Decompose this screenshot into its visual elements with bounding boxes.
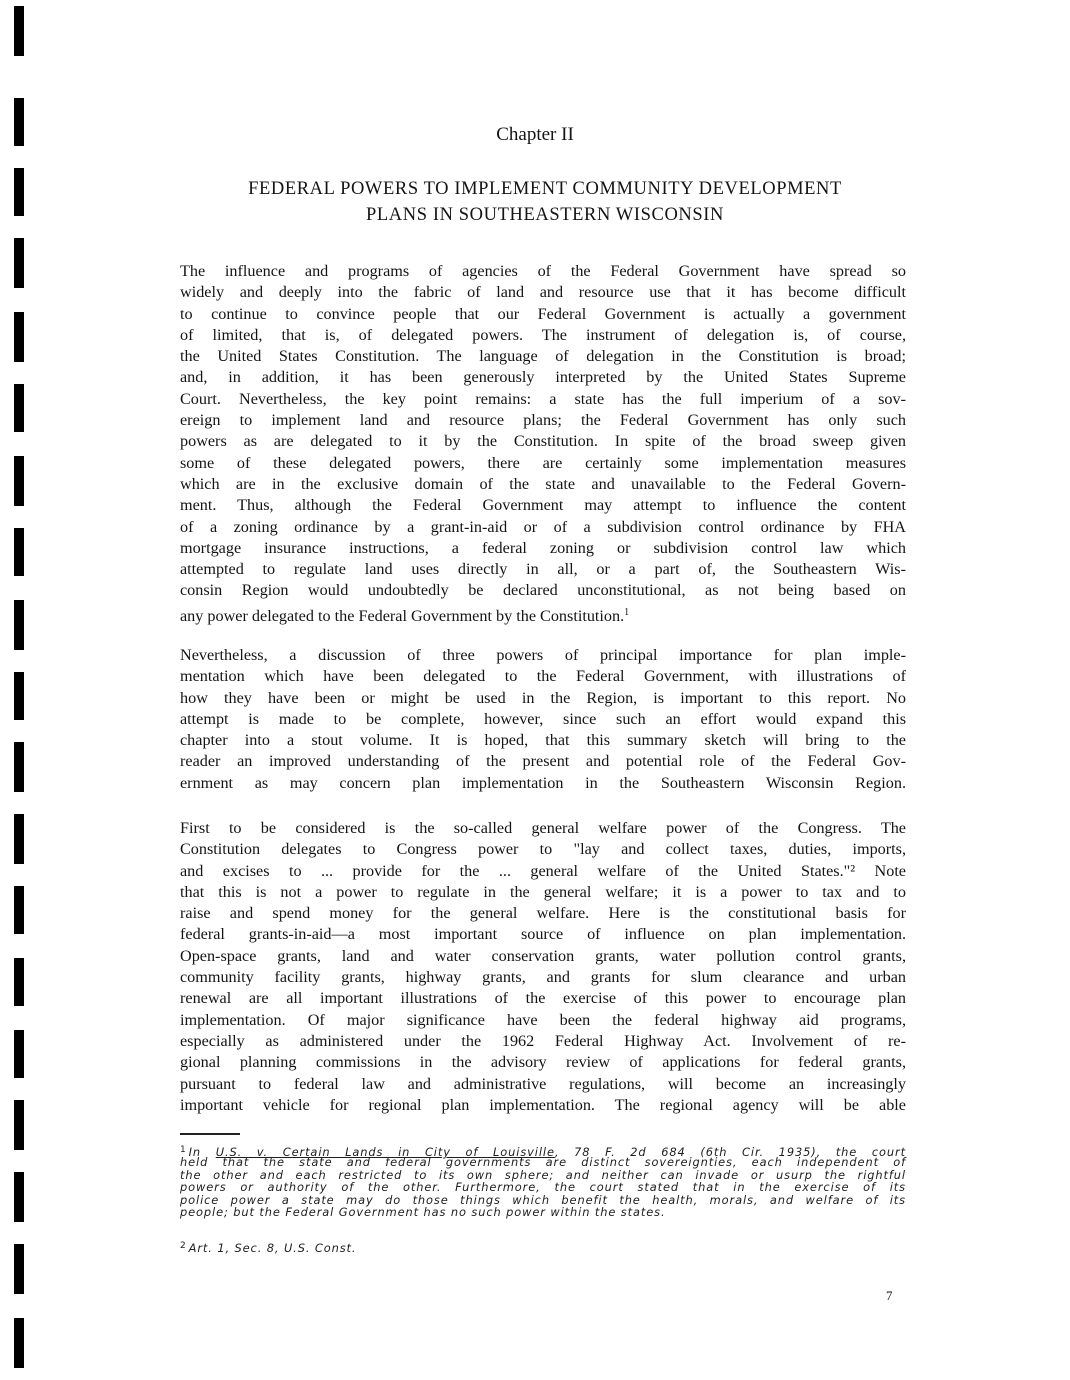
footnote-mark: 2 <box>180 1241 187 1251</box>
text-line: Open-space grants, land and water conservation grants, water pollution control grants, <box>180 946 906 965</box>
footnote-line: police power a state may do those things which benefit the health, morals, and welfare of its <box>180 1192 906 1207</box>
text-line: raise and spend money for the general welfare. Here is the constitutional basis for <box>180 904 906 923</box>
binding-hole-mark <box>14 886 24 934</box>
text-line: of a zoning ordinance by a grant-in-aid or of a subdivision control ordinance by FHA <box>180 517 906 536</box>
case-citation: U.S. v. Certain Lands in City of Louisville <box>215 1145 555 1159</box>
binding-hole-mark <box>14 312 24 362</box>
text-line: that this is not a power to regulate in the general welfare; it is a power to tax and to <box>180 882 906 901</box>
binding-hole-mark <box>14 672 24 720</box>
paragraph-3 <box>180 818 906 1116</box>
text-line: some of these delegated powers, there are certainly some implementation measures <box>180 453 906 472</box>
text-line: pursuant to federal law and administrative regulations, will become an increasingly <box>180 1074 906 1093</box>
text-line: ment. Thus, although the Federal Government may attempt to influence the content <box>180 496 906 515</box>
text-line: the United States Constitution. The language of delegation in the Constitution is broad; <box>180 347 906 366</box>
text-line: Constitution delegates to Congress power to "lay and collect taxes, duties, imports, <box>180 840 906 859</box>
title-line: FEDERAL POWERS TO IMPLEMENT COMMUNITY DEVELOPMENT <box>248 179 842 199</box>
footnote-ref: 1 <box>624 606 630 618</box>
binding-hole-mark <box>14 742 24 792</box>
binding-hole-mark <box>14 1244 24 1294</box>
text-line-content: any power delegated to the Federal Government by the Constitution. <box>180 606 625 625</box>
text-line: how they have been or might be used in the Region, is important to this report. No <box>180 688 906 707</box>
text-line: widely and deeply into the fabric of land and resource use that it has become difficult <box>180 283 906 302</box>
text-line: ernment as may concern plan implementation in the Southeastern Wisconsin Region. <box>180 773 906 792</box>
text-line: ereign to implement land and resource plans; the Federal Government has only such <box>180 411 906 430</box>
text-line: implementation. Of major significance have been the federal highway aid programs, <box>180 1010 906 1029</box>
footnote-line: powers or authority of the other. Furthermore, the court stated that in the exercise of its <box>180 1180 906 1195</box>
binding-hole-mark <box>14 456 24 506</box>
title-line: PLANS IN SOUTHEASTERN WISCONSIN <box>366 205 724 225</box>
footnote-line: held that the state and federal governments are distinct sovereignties, each independent of <box>180 1155 906 1170</box>
paragraph-2 <box>180 645 906 794</box>
text-line: which are in the exclusive domain of the state and unavailable to the Federal Govern- <box>180 474 906 493</box>
footnote-line: people; but the Federal Government has no such power within the states. <box>180 1204 666 1219</box>
binding-hole-mark <box>14 168 24 216</box>
footnote-line <box>180 1240 906 1255</box>
document-title <box>120 176 970 228</box>
text-line: The influence and programs of agencies of the Federal Government have spread so <box>180 262 906 280</box>
text-line: powers as are delegated to it by the Constitution. In spite of the broad sweep given <box>180 432 906 451</box>
text-line: and excises to ... provide for the ... general welfare of the United States."² Note <box>180 861 906 880</box>
text-line: Nevertheless, a discussion of three powers of principal importance for plan imple- <box>180 646 906 664</box>
text-line: important vehicle for regional plan implementation. The regional agency will be able <box>180 1095 906 1114</box>
footnote-prefix: In <box>188 1145 202 1159</box>
binding-hole-mark <box>14 600 24 650</box>
text-line: consin Region would undoubtedly be declared unconstitutional, as not being based on <box>180 581 906 600</box>
text-line: mentation which have been delegated to the Federal Government, with illustrations of <box>180 667 906 686</box>
text-line-last <box>180 602 906 623</box>
footnote-text: Art. 1, Sec. 8, U.S. Const. <box>188 1241 357 1255</box>
text-line: First to be considered is the so-called general welfare power of the Congress. The <box>180 819 906 837</box>
text-line: reader an improved understanding of the present and potential role of the Federal Gov- <box>180 752 906 771</box>
text-line: gional planning commissions in the advisory review of applications for federal grants, <box>180 1053 906 1072</box>
binding-hole-mark <box>14 238 24 288</box>
footnote-line: the other and each restricted to its own sphere; and neither can invade or usurp the rightful <box>180 1167 906 1182</box>
text-line: of limited, that is, of delegated powers. The instrument of delegation is, of course, <box>180 325 906 344</box>
binding-hole-mark <box>14 1100 24 1150</box>
footnote-mark: 1 <box>180 1145 187 1155</box>
text-line: and, in addition, it has been generously interpreted by the United States Supreme <box>180 368 906 387</box>
text-line: attempt is made to be complete, however, since such an effort would expand this <box>180 709 906 728</box>
text-line: community facility grants, highway grants, and grants for slum clearance and urban <box>180 968 906 987</box>
paragraph-1 <box>180 261 906 623</box>
text-line: especially as administered under the 1962 Federal Highway Act. Involvement of re- <box>180 1031 906 1050</box>
footnote-1 <box>180 1144 906 1218</box>
text-line: Court. Nevertheless, the key point remains: a state has the full imperium of a sov- <box>180 389 906 408</box>
text-line: to continue to convince people that our Federal Government is actually a government <box>180 304 906 323</box>
text-line: mortgage insurance instructions, a federal zoning or subdivision control law which <box>180 538 906 557</box>
binding-hole-mark <box>14 958 24 1006</box>
binding-hole-mark <box>14 814 24 864</box>
binding-hole-mark <box>14 1172 24 1222</box>
text-line: renewal are all important illustrations of the exercise of this power to encourage plan <box>180 989 906 1008</box>
binding-hole-mark <box>14 1030 24 1078</box>
page-number: 7 <box>886 1288 893 1303</box>
binding-hole-mark <box>14 1318 24 1368</box>
text-line: federal grants-in-aid—a most important source of influence on plan implementation. <box>180 925 906 944</box>
footnote-divider <box>180 1133 240 1135</box>
footnote-text: , 78 F. 2d 684 (6th Cir. 1935), the court <box>554 1145 906 1159</box>
text-line: attempted to regulate land uses directly in all, or a part of, the Southeastern Wis- <box>180 560 906 579</box>
text-line: chapter into a stout volume. It is hoped, that this summary sketch will bring to the <box>180 731 906 750</box>
footnote-2 <box>180 1240 906 1255</box>
binding-hole-mark <box>14 384 24 432</box>
chapter-heading: Chapter II <box>496 124 574 145</box>
binding-hole-mark <box>14 528 24 576</box>
binding-hole-mark <box>14 6 24 56</box>
